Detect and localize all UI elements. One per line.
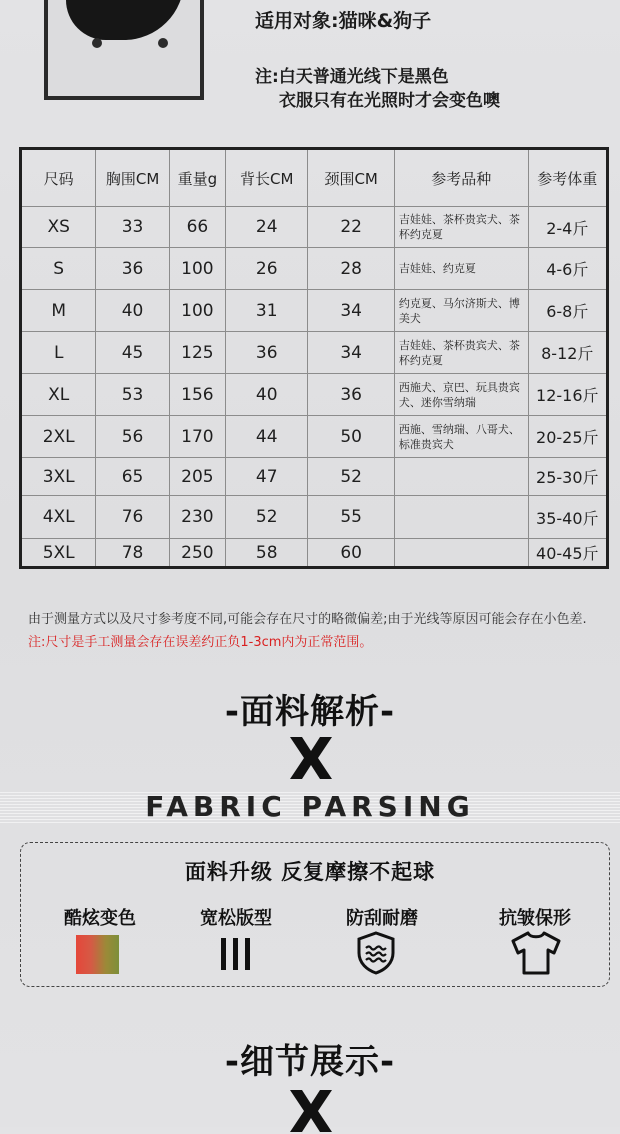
size-cell: 4XL bbox=[21, 496, 96, 539]
disclaimer-text: 由于测量方式以及尺寸参考度不同,可能会存在尺寸的略微偏差;由于光线等原因可能会存在小色差. bbox=[28, 612, 587, 627]
neck-cell: 52 bbox=[308, 458, 394, 496]
table-header-row bbox=[21, 149, 608, 207]
ref-weight-cell: 6-8斤 bbox=[528, 290, 607, 332]
tshirt-icon bbox=[510, 930, 562, 976]
size-table bbox=[19, 147, 609, 569]
shield-waves-icon bbox=[356, 931, 396, 975]
header-cell: 胸围CM bbox=[96, 149, 169, 207]
product-photo bbox=[44, 0, 204, 100]
table-row bbox=[21, 539, 608, 568]
neck-cell: 22 bbox=[308, 207, 394, 248]
header-cell: 重量g bbox=[169, 149, 225, 207]
breed-cell: 西施、雪纳瑞、八哥犬、标准贵宾犬 bbox=[394, 416, 528, 458]
weight-g-cell: 230 bbox=[169, 496, 225, 539]
chest-cell: 40 bbox=[96, 290, 169, 332]
back-length-cell: 58 bbox=[226, 539, 308, 568]
chest-cell: 56 bbox=[96, 416, 169, 458]
weight-g-cell: 205 bbox=[169, 458, 225, 496]
ref-weight-cell: 25-30斤 bbox=[528, 458, 607, 496]
breed-cell bbox=[394, 539, 528, 568]
chest-cell: 78 bbox=[96, 539, 169, 568]
vertical-bars-icon bbox=[218, 936, 254, 972]
breed-cell bbox=[394, 496, 528, 539]
size-cell: L bbox=[21, 332, 96, 374]
x-cross-icon bbox=[288, 735, 334, 781]
ref-weight-cell: 20-25斤 bbox=[528, 416, 607, 458]
neck-cell: 50 bbox=[308, 416, 394, 458]
table-row bbox=[21, 207, 608, 248]
ref-weight-cell: 2-4斤 bbox=[528, 207, 607, 248]
weight-g-cell: 250 bbox=[169, 539, 225, 568]
header-cell: 参考体重 bbox=[528, 149, 607, 207]
table-row bbox=[21, 248, 608, 290]
measurement-disclaimer bbox=[28, 608, 598, 654]
feature-label-wrinkle-resistant: 抗皱保形 bbox=[499, 908, 571, 929]
toggle-fastener bbox=[92, 38, 102, 48]
ref-weight-cell: 35-40斤 bbox=[528, 496, 607, 539]
size-cell: XL bbox=[21, 374, 96, 416]
weight-g-cell: 156 bbox=[169, 374, 225, 416]
size-cell: XS bbox=[21, 207, 96, 248]
ref-weight-cell: 8-12斤 bbox=[528, 332, 607, 374]
weight-g-cell: 66 bbox=[169, 207, 225, 248]
neck-cell: 34 bbox=[308, 290, 394, 332]
x-cross-icon bbox=[288, 1088, 334, 1134]
back-length-cell: 47 bbox=[226, 458, 308, 496]
ref-weight-cell: 40-45斤 bbox=[528, 539, 607, 568]
weight-g-cell: 100 bbox=[169, 290, 225, 332]
back-length-cell: 31 bbox=[226, 290, 308, 332]
header-cell: 背长CM bbox=[226, 149, 308, 207]
size-cell: 3XL bbox=[21, 458, 96, 496]
breed-cell: 吉娃娃、茶杯贵宾犬、茶杯约克夏 bbox=[394, 332, 528, 374]
breed-cell: 约克夏、马尔济斯犬、博美犬 bbox=[394, 290, 528, 332]
neck-cell: 36 bbox=[308, 374, 394, 416]
back-length-cell: 40 bbox=[226, 374, 308, 416]
chest-cell: 53 bbox=[96, 374, 169, 416]
light-note-line1: 注:白天普通光线下是黑色 bbox=[255, 67, 449, 87]
chest-cell: 65 bbox=[96, 458, 169, 496]
back-length-cell: 52 bbox=[226, 496, 308, 539]
table-row bbox=[21, 290, 608, 332]
breed-cell: 吉娃娃、约克夏 bbox=[394, 248, 528, 290]
table-row bbox=[21, 374, 608, 416]
ref-weight-cell: 4-6斤 bbox=[528, 248, 607, 290]
weight-g-cell: 100 bbox=[169, 248, 225, 290]
header-cell: 参考品种 bbox=[394, 149, 528, 207]
neck-cell: 28 bbox=[308, 248, 394, 290]
size-cell: M bbox=[21, 290, 96, 332]
back-length-cell: 26 bbox=[226, 248, 308, 290]
ref-weight-cell: 12-16斤 bbox=[528, 374, 607, 416]
table-row bbox=[21, 416, 608, 458]
table-row bbox=[21, 458, 608, 496]
weight-g-cell: 125 bbox=[169, 332, 225, 374]
breed-cell: 吉娃娃、茶杯贵宾犬、茶杯约克夏 bbox=[394, 207, 528, 248]
breed-cell: 西施犬、京巴、玩具贵宾犬、迷你雪纳瑞 bbox=[394, 374, 528, 416]
neck-cell: 60 bbox=[308, 539, 394, 568]
breed-cell bbox=[394, 458, 528, 496]
back-length-cell: 24 bbox=[226, 207, 308, 248]
chest-cell: 76 bbox=[96, 496, 169, 539]
color-gradient-swatch-icon bbox=[76, 935, 119, 974]
chest-cell: 33 bbox=[96, 207, 169, 248]
size-cell: 2XL bbox=[21, 416, 96, 458]
fabric-section-title: -面料解析- bbox=[224, 692, 396, 732]
neck-cell: 34 bbox=[308, 332, 394, 374]
applicable-target: 适用对象:猫咪&狗子 bbox=[255, 10, 432, 32]
header-cell: 尺码 bbox=[21, 149, 96, 207]
chest-cell: 45 bbox=[96, 332, 169, 374]
chest-cell: 36 bbox=[96, 248, 169, 290]
toggle-fastener bbox=[158, 38, 168, 48]
pet-garment-image bbox=[66, 0, 184, 40]
feature-label-scratch-resistant: 防刮耐磨 bbox=[346, 908, 418, 929]
light-note-line2: 衣服只有在光照时才会变色噢 bbox=[279, 91, 500, 111]
fabric-english-title: FABRIC PARSING bbox=[0, 790, 620, 823]
feature-label-color-change: 酷炫变色 bbox=[64, 908, 136, 929]
table-row bbox=[21, 332, 608, 374]
table-row bbox=[21, 496, 608, 539]
size-cell: S bbox=[21, 248, 96, 290]
detail-section-title: -细节展示- bbox=[224, 1042, 396, 1082]
disclaimer-red-note: 注:尺寸是手工测量会存在误差约正负1-3cm内为正常范围。 bbox=[28, 635, 373, 650]
size-cell: 5XL bbox=[21, 539, 96, 568]
fabric-box-title: 面料升级 反复摩擦不起球 bbox=[184, 860, 436, 884]
back-length-cell: 36 bbox=[226, 332, 308, 374]
neck-cell: 55 bbox=[308, 496, 394, 539]
header-cell: 颈围CM bbox=[308, 149, 394, 207]
weight-g-cell: 170 bbox=[169, 416, 225, 458]
feature-label-loose-fit: 宽松版型 bbox=[200, 908, 272, 929]
back-length-cell: 44 bbox=[226, 416, 308, 458]
